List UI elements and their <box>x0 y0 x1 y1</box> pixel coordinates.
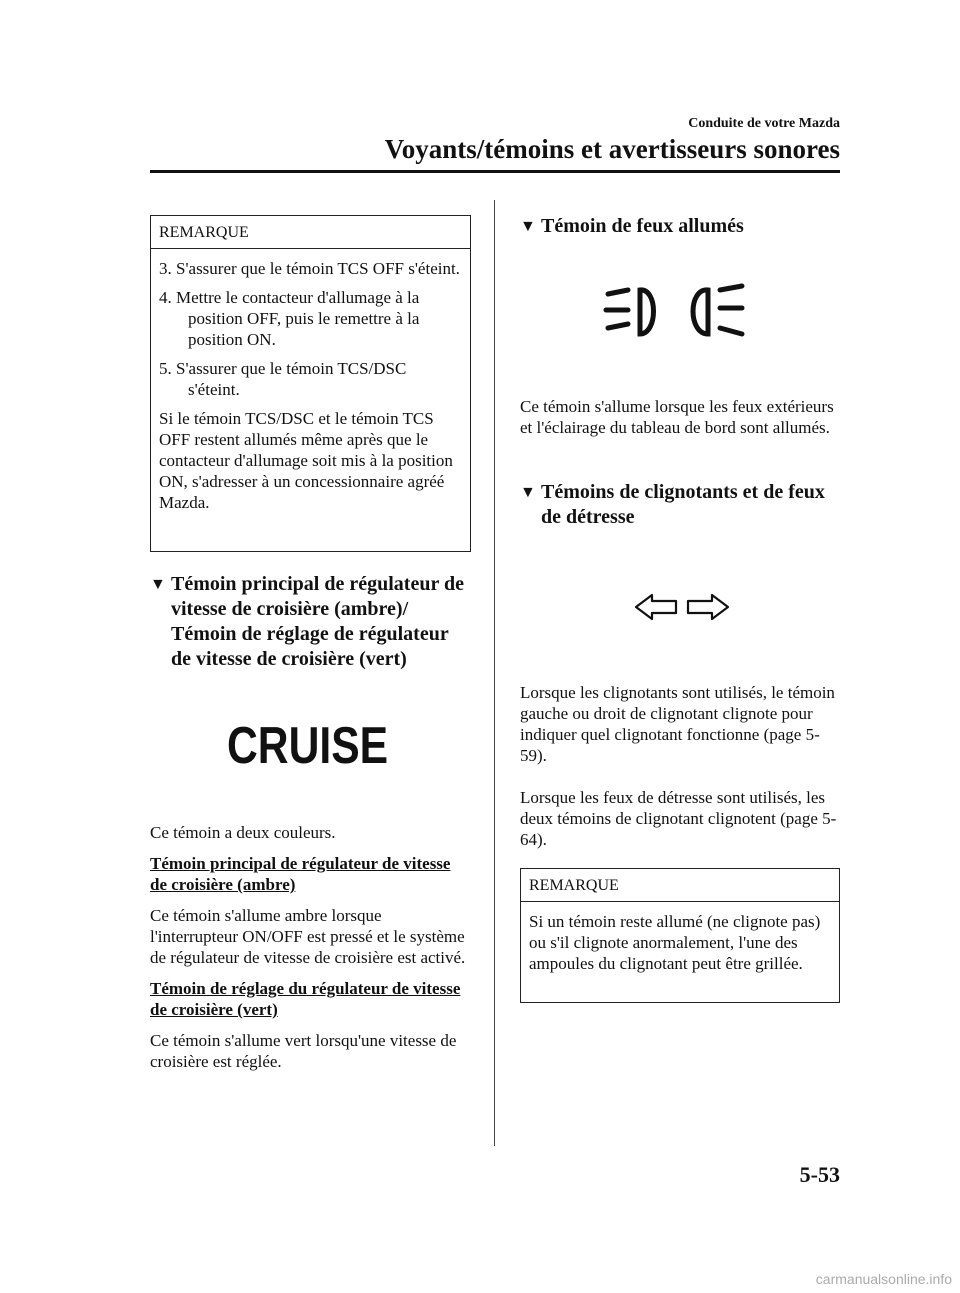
green-subheading: Témoin de réglage du régulateur de vitesse de croisière (vert) <box>150 979 461 1019</box>
note-step: 4. Mettre le contacteur d'allumage à la position OFF, puis le remettre à la position ON. <box>159 288 420 349</box>
header-divider <box>150 170 840 173</box>
page-number: 5-53 <box>799 1162 840 1187</box>
cruise-indicator-icon: CRUISE <box>227 717 389 775</box>
turn-text-2: Lorsque les feux de détresse sont utilisés, les deux témoins de clignotant clignotent (page 5-64). <box>520 788 837 849</box>
turn-heading: ▼ Témoins de clignotants et de feux de détresse <box>520 481 825 528</box>
cruise-body <box>150 822 470 1072</box>
two-colors-text: Ce témoin a deux couleurs. <box>150 823 336 842</box>
lights-heading: ▼ Témoin de feux allumés <box>520 215 744 237</box>
amber-text: Ce témoin s'allume ambre lorsque l'interrupteur ON/OFF est pressé et le système de régulateur de vitesse de croisière est activé. <box>150 906 466 967</box>
turn-signal-left-icon <box>632 592 680 622</box>
note-steps <box>159 258 462 400</box>
lights-section <box>520 214 840 239</box>
triangle-bullet-icon: ▼ <box>520 218 536 235</box>
turn-signal-right-icon <box>684 592 732 622</box>
amber-subheading: Témoin principal de régulateur de vitesse de croisière (ambre) <box>150 854 451 894</box>
column-divider <box>494 200 495 1146</box>
note-heading: REMARQUE <box>151 216 470 249</box>
note-step: 5. S'assurer que le témoin TCS/DSC s'éteint. <box>159 359 407 399</box>
turn-text-1: Lorsque les clignotants sont utilisés, le témoin gauche ou droit de clignotant clignote pour indiquer quel clignotant fonctionne (page 5-59). <box>520 683 835 765</box>
lights-text: Ce témoin s'allume lorsque les feux extérieurs et l'éclairage du tableau de bord sont allumés. <box>520 397 834 437</box>
chapter-title: Conduite de votre Mazda <box>688 116 840 131</box>
cruise-section <box>150 572 470 672</box>
note-box-right <box>520 868 840 1003</box>
triangle-bullet-icon: ▼ <box>520 484 536 501</box>
note-box-left <box>150 215 471 552</box>
watermark: carmanualsonline.info <box>815 1271 952 1287</box>
green-text: Ce témoin s'allume vert lorsqu'une vitesse de croisière est réglée. <box>150 1031 457 1071</box>
triangle-bullet-icon: ▼ <box>150 576 166 593</box>
turn-body <box>520 682 840 850</box>
note-paragraph: Si un témoin reste allumé (ne clignote pas) ou s'il clignote anormalement, l'une des ampoules du clignotant peut être grillée. <box>529 912 821 973</box>
note-heading: REMARQUE <box>521 869 839 902</box>
note-step: 3. S'assurer que le témoin TCS OFF s'éteint. <box>159 259 460 278</box>
section-title: Voyants/témoins et avertisseurs sonores <box>384 134 840 164</box>
note-paragraph: Si le témoin TCS/DSC et le témoin TCS OFF restent allumés même après que le contacteur d'allumage soit mis à la position ON, s'adresser à un concessionnaire agréé Mazda. <box>159 409 453 512</box>
turn-section <box>520 480 840 530</box>
headlights-on-icon <box>590 278 760 348</box>
cruise-heading: ▼ Témoin principal de régulateur de vitesse de croisière (ambre)/ Témoin de réglage de régulateur de vitesse de croisière (vert) <box>150 573 464 670</box>
